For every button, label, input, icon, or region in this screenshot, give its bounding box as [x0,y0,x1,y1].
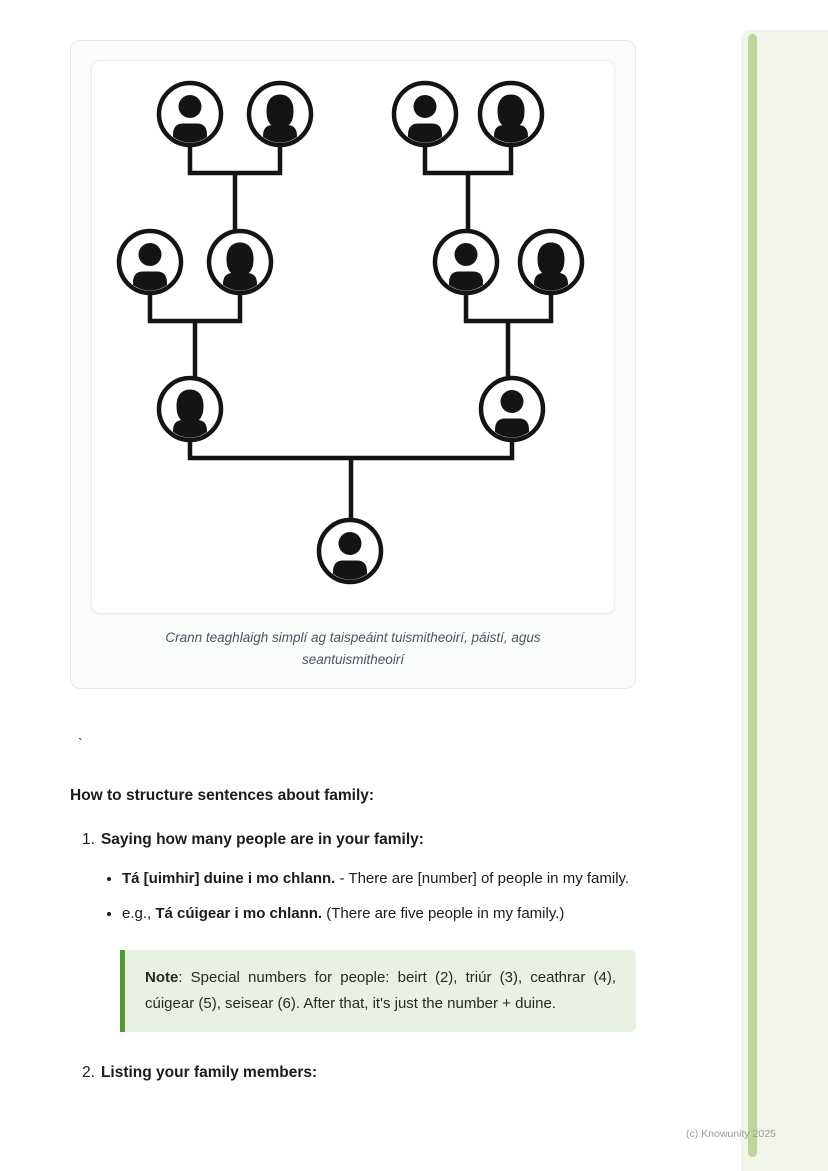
male-avatar-icon [481,378,543,441]
bullet-bold-phrase: Tá [uimhir] duine i mo chlann. [122,870,336,888]
family-tree-svg [92,61,614,613]
female-avatar-icon [159,378,221,441]
scrollbar-thumb[interactable] [748,34,757,1157]
numbered-item-1 [70,831,636,849]
female-avatar-icon [249,83,311,146]
document-content [70,40,636,1082]
item-title: Listing your family members: [100,1064,318,1082]
male-avatar-icon [119,231,181,294]
figure-caption: Crann teaghlaigh simplí ag taispeáint tuismitheoirí, páistí, agus seantuismitheoirí [165,630,541,667]
item-number: 1. [82,831,95,849]
male-avatar-icon [435,231,497,294]
tree-connector-line [190,440,512,458]
bullet-item [122,902,636,925]
family-tree-card [92,61,614,613]
note-label: Note [145,968,179,986]
tree-connector-line [190,145,280,173]
bullet-rest: (There are five people in my family.) [322,905,565,923]
numbered-item-2 [70,1064,636,1082]
note-callout [120,950,636,1033]
note-text: : Special numbers for people: beirt (2), triúr (3), ceathrar (4), cúigear (5), seisear (6). After that, it's just the number + duine. [145,968,616,1012]
bullet-item [122,867,636,890]
watermark: (c) Knowunity 2025 [686,1128,776,1140]
note-paragraph [145,965,616,1018]
item-number: 2. [82,1064,95,1082]
tree-connector-line [466,293,551,321]
bullet-prefix: e.g., [122,905,156,923]
tree-connector-line [425,145,511,173]
tree-connector-line [150,293,240,321]
item-title: Saying how many people are in your family: [100,831,424,849]
bullet-bold-phrase: Tá cúigear i mo chlann. [155,905,323,923]
female-avatar-icon [480,83,542,146]
family-tree-figure [70,40,636,689]
female-avatar-icon [209,231,271,294]
male-avatar-icon [394,83,456,146]
male-avatar-icon [159,83,221,146]
male-avatar-icon [319,520,381,583]
bullet-rest: - There are [number] of people in my family. [335,870,630,888]
stray-backtick: ` [78,735,83,752]
female-avatar-icon [520,231,582,294]
section-heading: How to structure sentences about family: [70,787,375,805]
bullet-list [70,867,636,926]
